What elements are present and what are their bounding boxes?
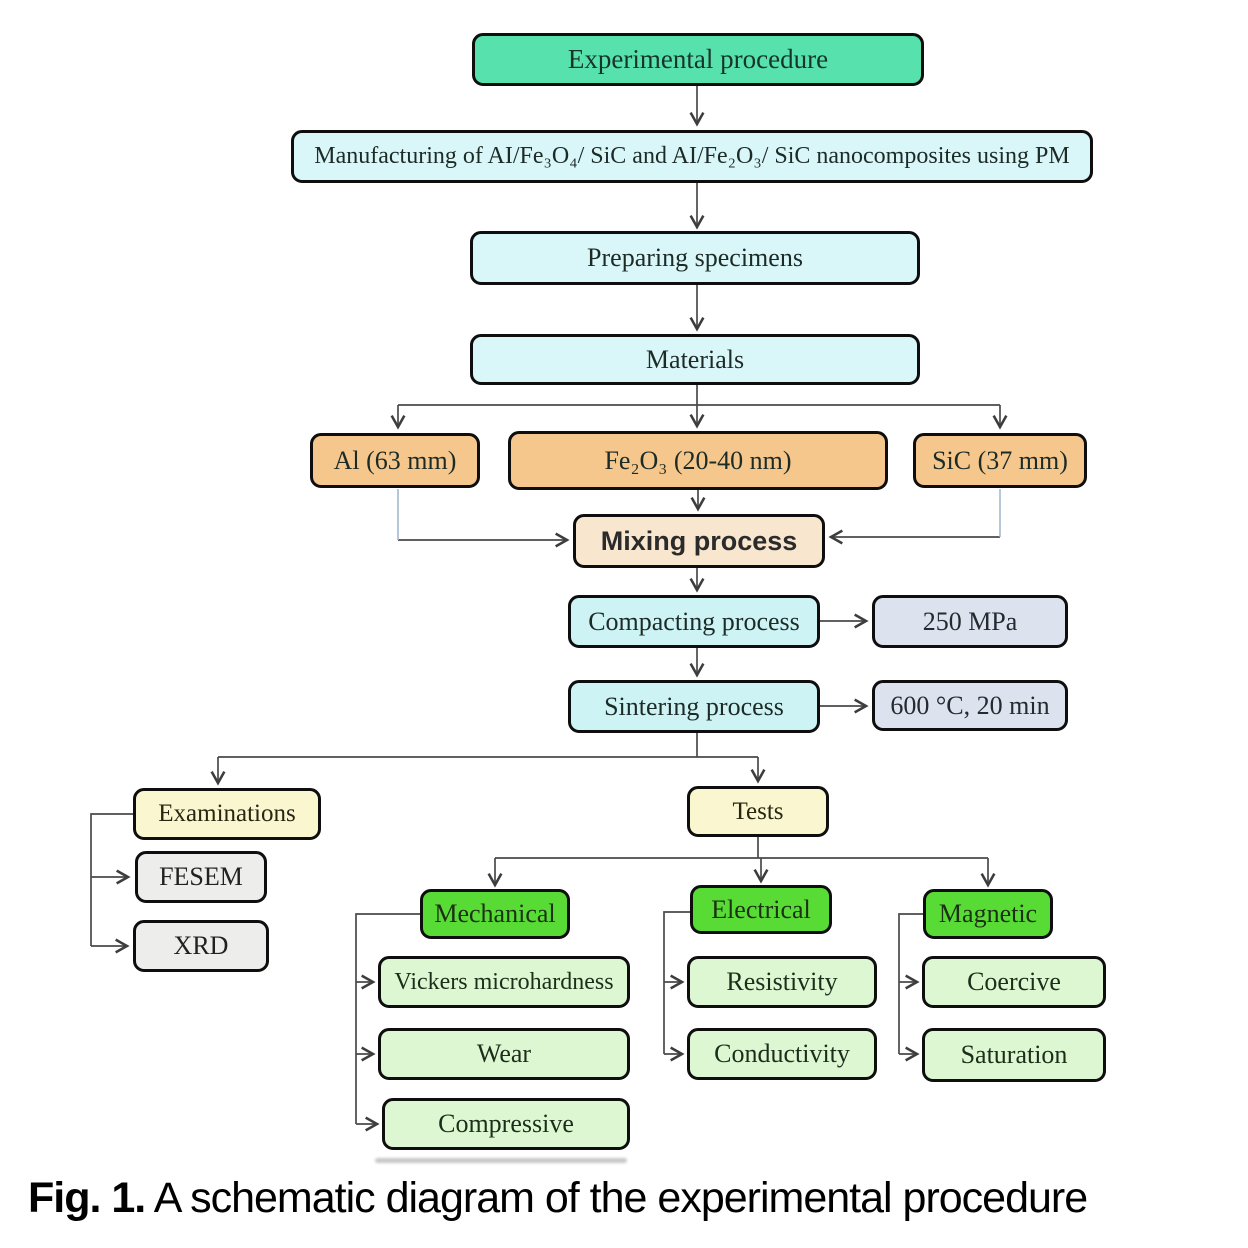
node-wear: Wear: [378, 1028, 630, 1080]
node-material-al: Al (63 mm): [310, 433, 480, 488]
node-material-sic: SiC (37 mm): [913, 433, 1087, 488]
node-pressure-250mpa: 250 MPa: [872, 595, 1068, 648]
node-xrd: XRD: [133, 920, 269, 972]
node-mechanical: Mechanical: [420, 889, 570, 939]
node-saturation: Saturation: [922, 1028, 1106, 1082]
caption-figure-number: Fig. 1.: [28, 1174, 146, 1222]
node-preparing-specimens: Preparing specimens: [470, 231, 920, 285]
caption-text: A schematic diagram of the experimental procedure: [145, 1174, 1088, 1222]
node-examinations: Examinations: [133, 788, 321, 840]
node-experimental-procedure: Experimental procedure: [472, 33, 924, 86]
figure-caption: [28, 1174, 1228, 1223]
node-materials: Materials: [470, 334, 920, 385]
node-resistivity: Resistivity: [687, 956, 877, 1008]
mechanical-branch-connectors: [356, 914, 420, 1124]
node-compressive: Compressive: [382, 1098, 630, 1150]
node-vickers-microhardness: Vickers microhardness: [378, 956, 630, 1008]
node-material-fe2o3: Fe₂O₃ (20-40 nm): [508, 431, 888, 490]
node-magnetic: Magnetic: [923, 889, 1053, 939]
node-tests: Tests: [687, 786, 829, 837]
scan-artifact: [375, 1158, 627, 1163]
node-conductivity: Conductivity: [687, 1028, 877, 1080]
node-manufacturing: Manufacturing of AI/Fe₃O₄/ SiC and AI/Fe₂O₃/ SiC nanocomposites using PM: [291, 130, 1093, 183]
magnetic-branch-connectors: [899, 914, 923, 1054]
examinations-branch-connectors: [91, 814, 133, 946]
node-coercive: Coercive: [922, 956, 1106, 1008]
node-mixing-process: Mixing process: [573, 514, 825, 568]
node-compacting-process: Compacting process: [568, 595, 820, 648]
node-sintering-process: Sintering process: [568, 680, 820, 733]
node-fesem: FESEM: [135, 851, 267, 903]
node-temperature-600c: 600 °C, 20 min: [872, 680, 1068, 731]
node-electrical: Electrical: [690, 885, 832, 934]
